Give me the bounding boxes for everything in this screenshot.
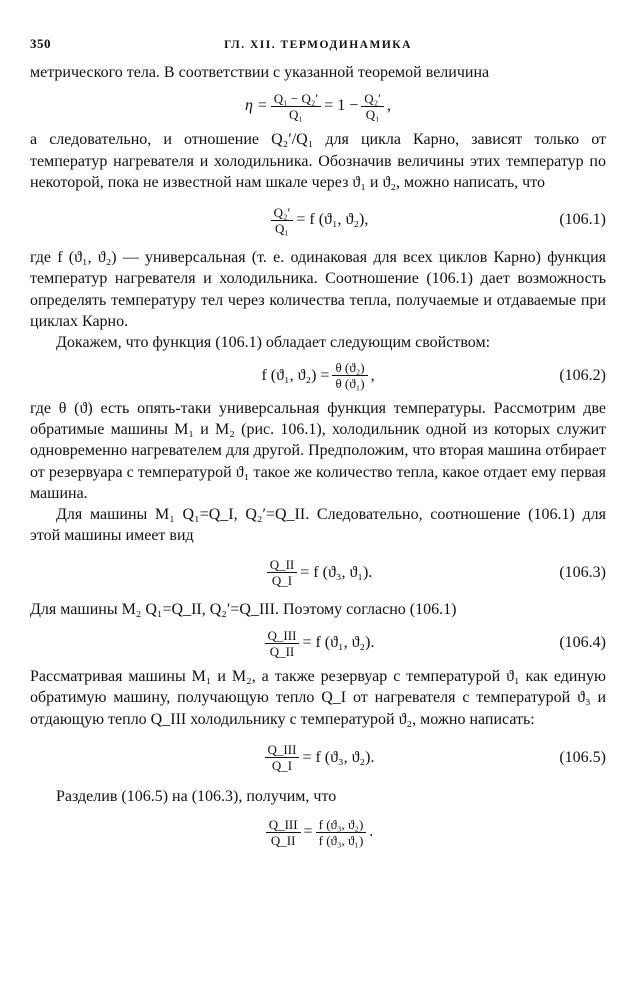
- eta-end: ,: [387, 97, 392, 115]
- eq6-right-numerator: f (ϑ₃, ϑ₂): [316, 817, 367, 833]
- eq4-label: (106.4): [559, 634, 606, 652]
- equation-106-4: [30, 620, 606, 666]
- running-title: ГЛ. XII. ТЕРМОДИНАМИКА: [224, 39, 412, 51]
- eq5-numerator: Q_III: [265, 742, 300, 758]
- paragraph-3: где f (ϑ₁, ϑ₂) — универсальная (т. е. одинаковая для всех циклов Карно) функция температур нагревателя и холодильника. Соотношение (106.1) дает возможность определять температуру тел через количества тепла, получаемые и отдаваемые при циклах Карно.: [30, 249, 606, 331]
- paragraph-1: метрического тела. В соответствии с указанной теоремой величина: [30, 64, 490, 81]
- eta-f2-denominator: Q₁: [365, 106, 380, 122]
- eta-middle: = 1 −: [324, 97, 359, 115]
- eq5-rhs: = f (ϑ₃, ϑ₂).: [302, 748, 375, 766]
- page-header: [30, 36, 606, 58]
- eq1-denominator: Q₁: [275, 220, 289, 236]
- page-number: 350: [30, 36, 51, 51]
- eq1-label: (106.1): [559, 211, 606, 229]
- eq5-fraction: [265, 742, 300, 773]
- paragraph-6: Для машины M₁ Q₁=Q_I, Q₂′=Q_II. Следовательно, соотношение (106.1) для этой машины имеет вид: [30, 506, 606, 545]
- eq4-numerator: Q_III: [265, 628, 300, 644]
- paragraph-2: а следовательно, и отношение Q₂′/Q₁ для цикла Карно, зависят только от температур нагревателя и холодильника. Обозначив величины этих температур по некоторой, пока не известной нам шкале через ϑ₁ и ϑ₂, можно написать, что: [30, 131, 606, 191]
- eq2-denominator: θ (ϑ₁): [335, 376, 365, 392]
- equation-106-3: [30, 547, 606, 599]
- eq2-label: (106.2): [559, 366, 606, 384]
- eq1-numerator: Q₂′: [271, 205, 294, 221]
- eq3-numerator: Q_II: [267, 557, 298, 573]
- eq6-left-numerator: Q_III: [266, 817, 301, 833]
- eta-fraction-1: [271, 91, 322, 122]
- eq2-numerator: θ (ϑ₂): [332, 360, 367, 376]
- paragraph-9: Разделив (106.5) на (106.3), получим, что: [56, 787, 337, 805]
- eq6-left-fraction: [266, 817, 301, 848]
- paragraph-5: где θ (ϑ) есть опять-таки универсальная функция температуры. Рассмотрим две обратимые машины M₁ и M₂ (рис. 106.1), холодильник одной из которых служит одновременно нагревателем для другой. Предположим, что вторая машина отбирает от резервуара с температурой ϑ₁ такое же количество тепла, какое отдает ему первая машина.: [30, 399, 606, 502]
- equation-final: [30, 807, 606, 857]
- eq5-label: (106.5): [559, 748, 606, 766]
- eq2-fraction: [332, 360, 367, 391]
- eq3-label: (106.3): [559, 563, 606, 581]
- eq4-fraction: [265, 628, 300, 659]
- eq6-right-fraction: [316, 817, 367, 848]
- paragraph-7: Для машины M₂ Q₁=Q_II, Q₂′=Q_III. Поэтому согласно (106.1): [30, 600, 457, 618]
- equation-106-5: [30, 730, 606, 786]
- eta-lhs: η =: [244, 97, 268, 115]
- equation-106-1: [30, 193, 606, 247]
- eq3-fraction: [267, 557, 298, 588]
- eq4-rhs: = f (ϑ₁, ϑ₂).: [302, 634, 375, 652]
- eq6-left-denominator: Q_II: [270, 832, 296, 848]
- eta-f1-denominator: Q₁: [288, 106, 303, 122]
- eq3-denominator: Q_I: [271, 573, 293, 589]
- eq4-denominator: Q_II: [269, 643, 295, 659]
- eq6-middle: =: [303, 823, 313, 841]
- eta-f2-numerator: Q₂′: [361, 91, 384, 107]
- paragraph-8: Рассматривая машины M₁ и M₂, а также резервуар с температурой ϑ₁ как единую обратимую машину, получающую тепло Q_I от нагревателя с температурой ϑ₃ и отдающую тепло Q_III холодильнику с температурой ϑ₂, можно написать:: [30, 668, 606, 728]
- eq2-end: ,: [370, 366, 375, 384]
- eq1-fraction: [271, 205, 294, 236]
- paragraph-4: Докажем, что функция (106.1) обладает следующим свойством:: [56, 334, 491, 352]
- equation-eta: [30, 83, 606, 129]
- eta-fraction-2: [361, 91, 384, 122]
- eq1-rhs: = f (ϑ₁, ϑ₂),: [296, 211, 369, 229]
- equation-106-2: [30, 354, 606, 398]
- eq2-lhs: f (ϑ₁, ϑ₂) =: [261, 366, 330, 384]
- page: [30, 36, 606, 857]
- eq5-denominator: Q_I: [271, 758, 293, 774]
- eq6-right-denominator: f (ϑ₃, ϑ₁): [318, 832, 364, 848]
- eta-f1-numerator: Q₁ − Q₂′: [271, 91, 322, 107]
- eq6-end: .: [369, 823, 374, 841]
- eq3-rhs: = f (ϑ₃, ϑ₁).: [300, 563, 373, 581]
